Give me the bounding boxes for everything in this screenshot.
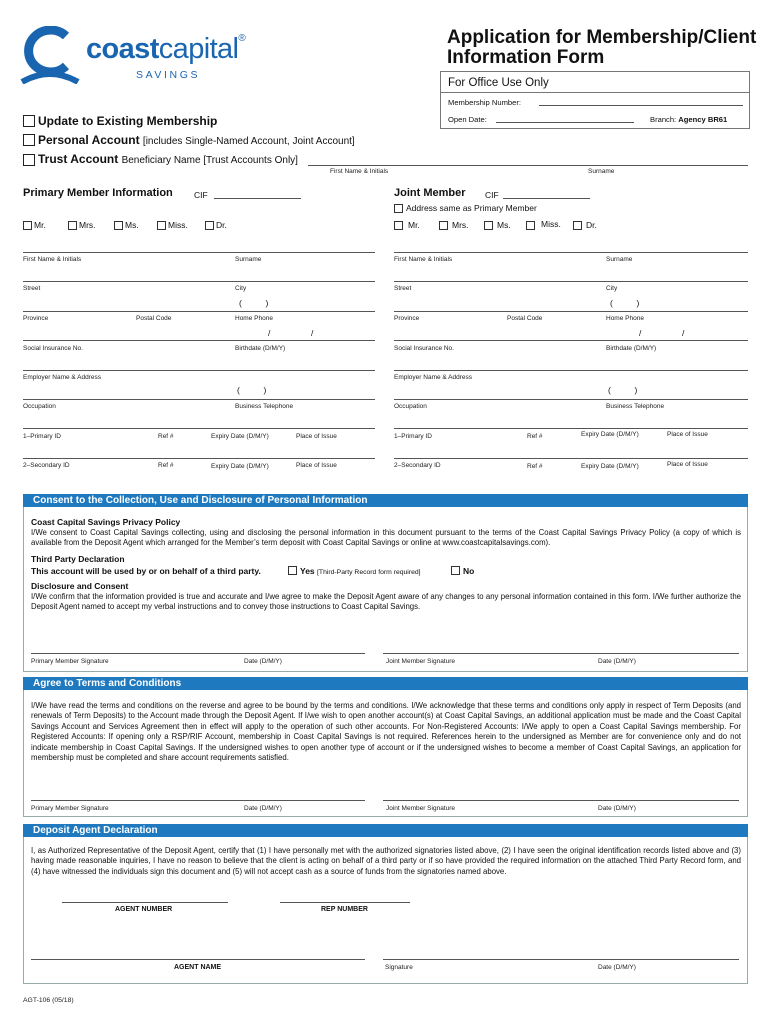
joint-member-heading: Joint Member xyxy=(394,187,466,199)
primary-title-miss-checkbox[interactable] xyxy=(157,221,166,230)
primary-birthdate-label: Birthdate (D/M/Y) xyxy=(235,345,286,352)
joint-title-dr-checkbox[interactable] xyxy=(573,221,582,230)
branch-label: Branch: Agency BR61 xyxy=(650,115,728,124)
joint-home-phone-label: Home Phone xyxy=(606,315,644,322)
joint-postal-code-label: Postal Code xyxy=(507,315,543,322)
joint-name-field[interactable] xyxy=(394,252,748,253)
consent-section-heading: Consent to the Collection, Use and Disclosure of Personal Information xyxy=(23,494,748,507)
primary-surname-label: Surname xyxy=(235,256,262,263)
terms-joint-date-label: Date (D/M/Y) xyxy=(598,805,636,812)
primary-birthdate-slash-1: / xyxy=(268,328,271,338)
joint-title-ms-checkbox[interactable] xyxy=(484,221,493,230)
primary-cif-field[interactable] xyxy=(214,198,301,199)
primary-cif-label: CIF xyxy=(194,190,208,200)
joint-address-field[interactable] xyxy=(394,281,748,282)
terms-joint-signature-label: Joint Member Signature xyxy=(386,805,456,812)
primary-title-ms-checkbox[interactable] xyxy=(114,221,123,230)
rep-number-field[interactable] xyxy=(280,902,410,903)
primary-employer-label: Employer Name & Address xyxy=(23,374,102,381)
update-membership-label: Update to Existing Membership xyxy=(38,114,218,128)
joint-title-miss-label: Miss. xyxy=(541,219,561,229)
agent-number-label: AGENT NUMBER xyxy=(115,906,173,913)
primary-province-field[interactable] xyxy=(23,311,375,312)
branch-value: Agency BR61 xyxy=(678,115,728,124)
joint-first-name-label: First Name & Initials xyxy=(394,256,453,263)
primary-city-label: City xyxy=(235,285,247,292)
primary-birthdate-slash-2: / xyxy=(311,328,314,338)
personal-account-checkbox[interactable] xyxy=(23,134,35,146)
third-party-heading: Third Party Declaration xyxy=(31,554,125,564)
primary-title-ms-label: Ms. xyxy=(125,220,139,230)
third-party-question: This account will be used by or on behalf of a third party. xyxy=(31,566,261,576)
primary-occupation-label: Occupation xyxy=(23,403,56,410)
primary-title-dr-checkbox[interactable] xyxy=(205,221,214,230)
primary-id2-ref-label: Ref # xyxy=(158,462,174,469)
primary-address-field[interactable] xyxy=(23,281,375,282)
joint-title-ms-label: Ms. xyxy=(497,220,511,230)
terms-primary-date-label: Date (D/M/Y) xyxy=(244,805,282,812)
consent-primary-signature-field[interactable] xyxy=(31,653,365,654)
joint-surname-label: Surname xyxy=(606,256,633,263)
primary-street-label: Street xyxy=(23,285,41,292)
joint-same-address-label: Address same as Primary Member xyxy=(406,203,537,213)
primary-province-label: Province xyxy=(23,315,49,322)
page-title xyxy=(447,28,756,68)
agent-section-heading: Deposit Agent Declaration xyxy=(23,824,748,837)
disclosure-heading: Disclosure and Consent xyxy=(31,581,129,591)
joint-title-dr-label: Dr. xyxy=(586,220,597,230)
joint-title-miss-checkbox[interactable] xyxy=(526,221,535,230)
consent-primary-signature-label: Primary Member Signature xyxy=(31,658,109,665)
membership-number-field[interactable] xyxy=(539,105,743,106)
consent-primary-date-label: Date (D/M/Y) xyxy=(244,658,282,665)
logo-word-light: capital xyxy=(158,33,239,65)
joint-id2-place-label: Place of Issue xyxy=(667,461,708,468)
joint-home-phone-parens: ( ) xyxy=(610,298,640,308)
trust-account-checkbox[interactable] xyxy=(23,154,35,166)
third-party-yes-label: Yes [Third-Party Record form required] xyxy=(300,566,421,576)
primary-id2-expiry-label: Expiry Date (D/M/Y) xyxy=(211,463,269,470)
primary-title-mrs-label: Mrs. xyxy=(79,220,96,230)
update-membership-checkbox[interactable] xyxy=(23,115,35,127)
joint-id1-place-label: Place of Issue xyxy=(667,431,708,438)
primary-id1-label: 1–Primary ID xyxy=(23,433,61,440)
joint-sin-field[interactable] xyxy=(394,340,748,341)
page-title-line2: Information Form xyxy=(447,47,605,68)
primary-id1-ref-label: Ref # xyxy=(158,433,174,440)
primary-postal-code-label: Postal Code xyxy=(136,315,172,322)
open-date-field[interactable] xyxy=(496,122,634,123)
beneficiary-surname-label: Surname xyxy=(588,168,615,175)
joint-province-label: Province xyxy=(394,315,420,322)
beneficiary-name-field[interactable] xyxy=(308,165,748,166)
consent-joint-date-label: Date (D/M/Y) xyxy=(598,658,636,665)
primary-sin-label: Social Insurance No. xyxy=(23,345,83,352)
joint-title-mrs-checkbox[interactable] xyxy=(439,221,448,230)
third-party-no-checkbox[interactable] xyxy=(451,566,460,575)
logo-mark-icon xyxy=(20,26,82,84)
joint-id2-expiry-label: Expiry Date (D/M/Y) xyxy=(581,463,639,470)
joint-employer-label: Employer Name & Address xyxy=(394,374,473,381)
primary-sin-field[interactable] xyxy=(23,340,375,341)
consent-joint-signature-field[interactable] xyxy=(383,653,739,654)
joint-title-mr-label: Mr. xyxy=(408,220,420,230)
primary-id2-place-label: Place of Issue xyxy=(296,462,337,469)
terms-text: I/We have read the terms and conditions on the reverse and agree to be bound by the terms and conditions. I/We acknowledge that these terms and conditions only apply in respect of Term Deposits (and renewals of Term Deposits) to the Account made through the Deposit Agent. If I/we wish to open another account(s) at Coast Capital Savings, an additional application must be made and the Coast Capital Savings Account and Services Agreement then in effect will apply to the operation of such other accounts. For Non-Registered Accounts: I/We apply to open a Coast Capital Savings membership. For Registered Accounts: If opening only a RSP/RIF Account, membership in Coast Capital Savings is not required. References herein to the undersigned as Member are for convenience only and do not indicate membership in Coast Capital Savings. If the undersigned wishes to open another type of account or if the undersigned wishes to become a member of Coast Capital Savings, an application for membership must be completed and share account requirements satisfied. xyxy=(31,701,741,763)
personal-account-label: Personal Account [includes Single-Named Account, Joint Account] xyxy=(38,133,355,147)
agent-signature-label: Signature xyxy=(385,964,413,971)
primary-home-phone-label: Home Phone xyxy=(235,315,273,322)
third-party-yes-checkbox[interactable] xyxy=(288,566,297,575)
joint-business-phone-label: Business Telephone xyxy=(606,403,665,410)
terms-primary-signature-field[interactable] xyxy=(31,800,365,801)
primary-business-phone-parens: ( ) xyxy=(237,385,267,395)
joint-cif-field[interactable] xyxy=(503,198,590,199)
primary-id1-place-label: Place of Issue xyxy=(296,433,337,440)
primary-name-field[interactable] xyxy=(23,252,375,253)
joint-birthdate-slash-1: / xyxy=(639,328,642,338)
joint-title-mrs-label: Mrs. xyxy=(452,220,469,230)
logo-word-bold: coast xyxy=(86,33,159,65)
primary-member-heading: Primary Member Information xyxy=(23,187,173,199)
joint-occupation-field[interactable] xyxy=(394,399,748,400)
joint-province-field[interactable] xyxy=(394,311,748,312)
joint-title-mr-checkbox[interactable] xyxy=(394,221,403,230)
primary-title-dr-label: Dr. xyxy=(216,220,227,230)
primary-business-phone-label: Business Telephone xyxy=(235,403,294,410)
terms-primary-signature-label: Primary Member Signature xyxy=(31,805,109,812)
primary-id1-field[interactable] xyxy=(23,428,375,429)
primary-title-mr-checkbox[interactable] xyxy=(23,221,32,230)
joint-id1-ref-label: Ref # xyxy=(527,433,543,440)
agent-name-field[interactable] xyxy=(31,959,365,960)
office-use-heading: For Office Use Only xyxy=(448,77,549,89)
page-title-line1: Application for Membership/Client xyxy=(447,27,757,48)
joint-birthdate-label: Birthdate (D/M/Y) xyxy=(606,345,657,352)
third-party-no-label: No xyxy=(463,566,475,576)
joint-id1-expiry-label: Expiry Date (D/M/Y) xyxy=(581,431,639,438)
logo-savings: SAVINGS xyxy=(136,69,201,81)
primary-first-name-label: First Name & Initials xyxy=(23,256,82,263)
joint-id1-label: 1–Primary ID xyxy=(394,433,432,440)
primary-title-miss-label: Miss. xyxy=(168,220,188,230)
joint-sin-label: Social Insurance No. xyxy=(394,345,454,352)
privacy-policy-text: I/We consent to Coast Capital Savings collecting, using and disclosing the personal information in this document pursuant to the terms of the Coast Capital Savings Privacy Policy (a copy of which is available from the Deposit Agent which arranged for the Member’s term deposit with Coast Capital Savings or online at www.coastcapitalsavings.com). xyxy=(31,528,741,548)
primary-occupation-field[interactable] xyxy=(23,399,375,400)
trust-account-label: Trust Account Beneficiary Name [Trust Accounts Only] xyxy=(38,152,298,166)
primary-employer-field[interactable] xyxy=(23,370,375,371)
joint-id1-field[interactable] xyxy=(394,428,748,429)
agent-date-label: Date (D/M/Y) xyxy=(598,964,636,971)
membership-number-label: Membership Number: xyxy=(448,98,522,107)
rep-number-label: REP NUMBER xyxy=(321,906,368,913)
primary-id1-expiry-label: Expiry Date (D/M/Y) xyxy=(211,433,269,440)
primary-title-mrs-checkbox[interactable] xyxy=(68,221,77,230)
joint-occupation-label: Occupation xyxy=(394,403,427,410)
terms-joint-signature-field[interactable] xyxy=(383,800,739,801)
disclosure-text: I/We confirm that the information provided is true and accurate and I/we agree to make the Deposit Agent aware of any changes to any personal information contained in this form. I/We further authorize the Deposit Agent named to accept my verbal instructions and to convey those instructions to Coast Capital Savings. xyxy=(31,592,741,612)
agent-declaration-text: I, as Authorized Representative of the Deposit Agent, certify that (1) I have personally met with the authorized signatories listed above, (2) I have seen the original identification records listed above and (3) having made reasonable inquiries, I have no reason to believe that the client is acting on behalf of a third party or if so have provided the required information on the attached Third Party Record form, and (4) have witnessed the individuals sign this document and (5) will not accept cash as a source of funds from the signatories named above. xyxy=(31,846,741,876)
primary-title-mr-label: Mr. xyxy=(34,220,46,230)
primary-id2-field[interactable] xyxy=(23,458,375,459)
privacy-policy-heading: Coast Capital Savings Privacy Policy xyxy=(31,517,181,527)
joint-id2-field[interactable] xyxy=(394,458,748,459)
joint-city-label: City xyxy=(606,285,618,292)
open-date-label: Open Date: xyxy=(448,115,487,124)
joint-business-phone-parens: ( ) xyxy=(608,385,638,395)
primary-home-phone-parens: ( ) xyxy=(239,298,269,308)
logo-reg-mark: ® xyxy=(238,33,246,44)
agent-number-field[interactable] xyxy=(62,902,228,903)
joint-id2-label: 2–Secondary ID xyxy=(394,462,441,469)
beneficiary-first-name-label: First Name & Initials xyxy=(330,168,389,175)
form-code: AGT-106 (05/18) xyxy=(23,997,74,1004)
joint-employer-field[interactable] xyxy=(394,370,748,371)
consent-joint-signature-label: Joint Member Signature xyxy=(386,658,456,665)
joint-id2-ref-label: Ref # xyxy=(527,463,543,470)
joint-cif-label: CIF xyxy=(485,190,499,200)
primary-id2-label: 2–Secondary ID xyxy=(23,462,70,469)
terms-section-heading: Agree to Terms and Conditions xyxy=(23,677,748,690)
agent-name-label: AGENT NAME xyxy=(174,964,222,971)
joint-same-address-checkbox[interactable] xyxy=(394,204,403,213)
joint-street-label: Street xyxy=(394,285,412,292)
joint-birthdate-slash-2: / xyxy=(682,328,685,338)
agent-signature-field[interactable] xyxy=(383,959,739,960)
